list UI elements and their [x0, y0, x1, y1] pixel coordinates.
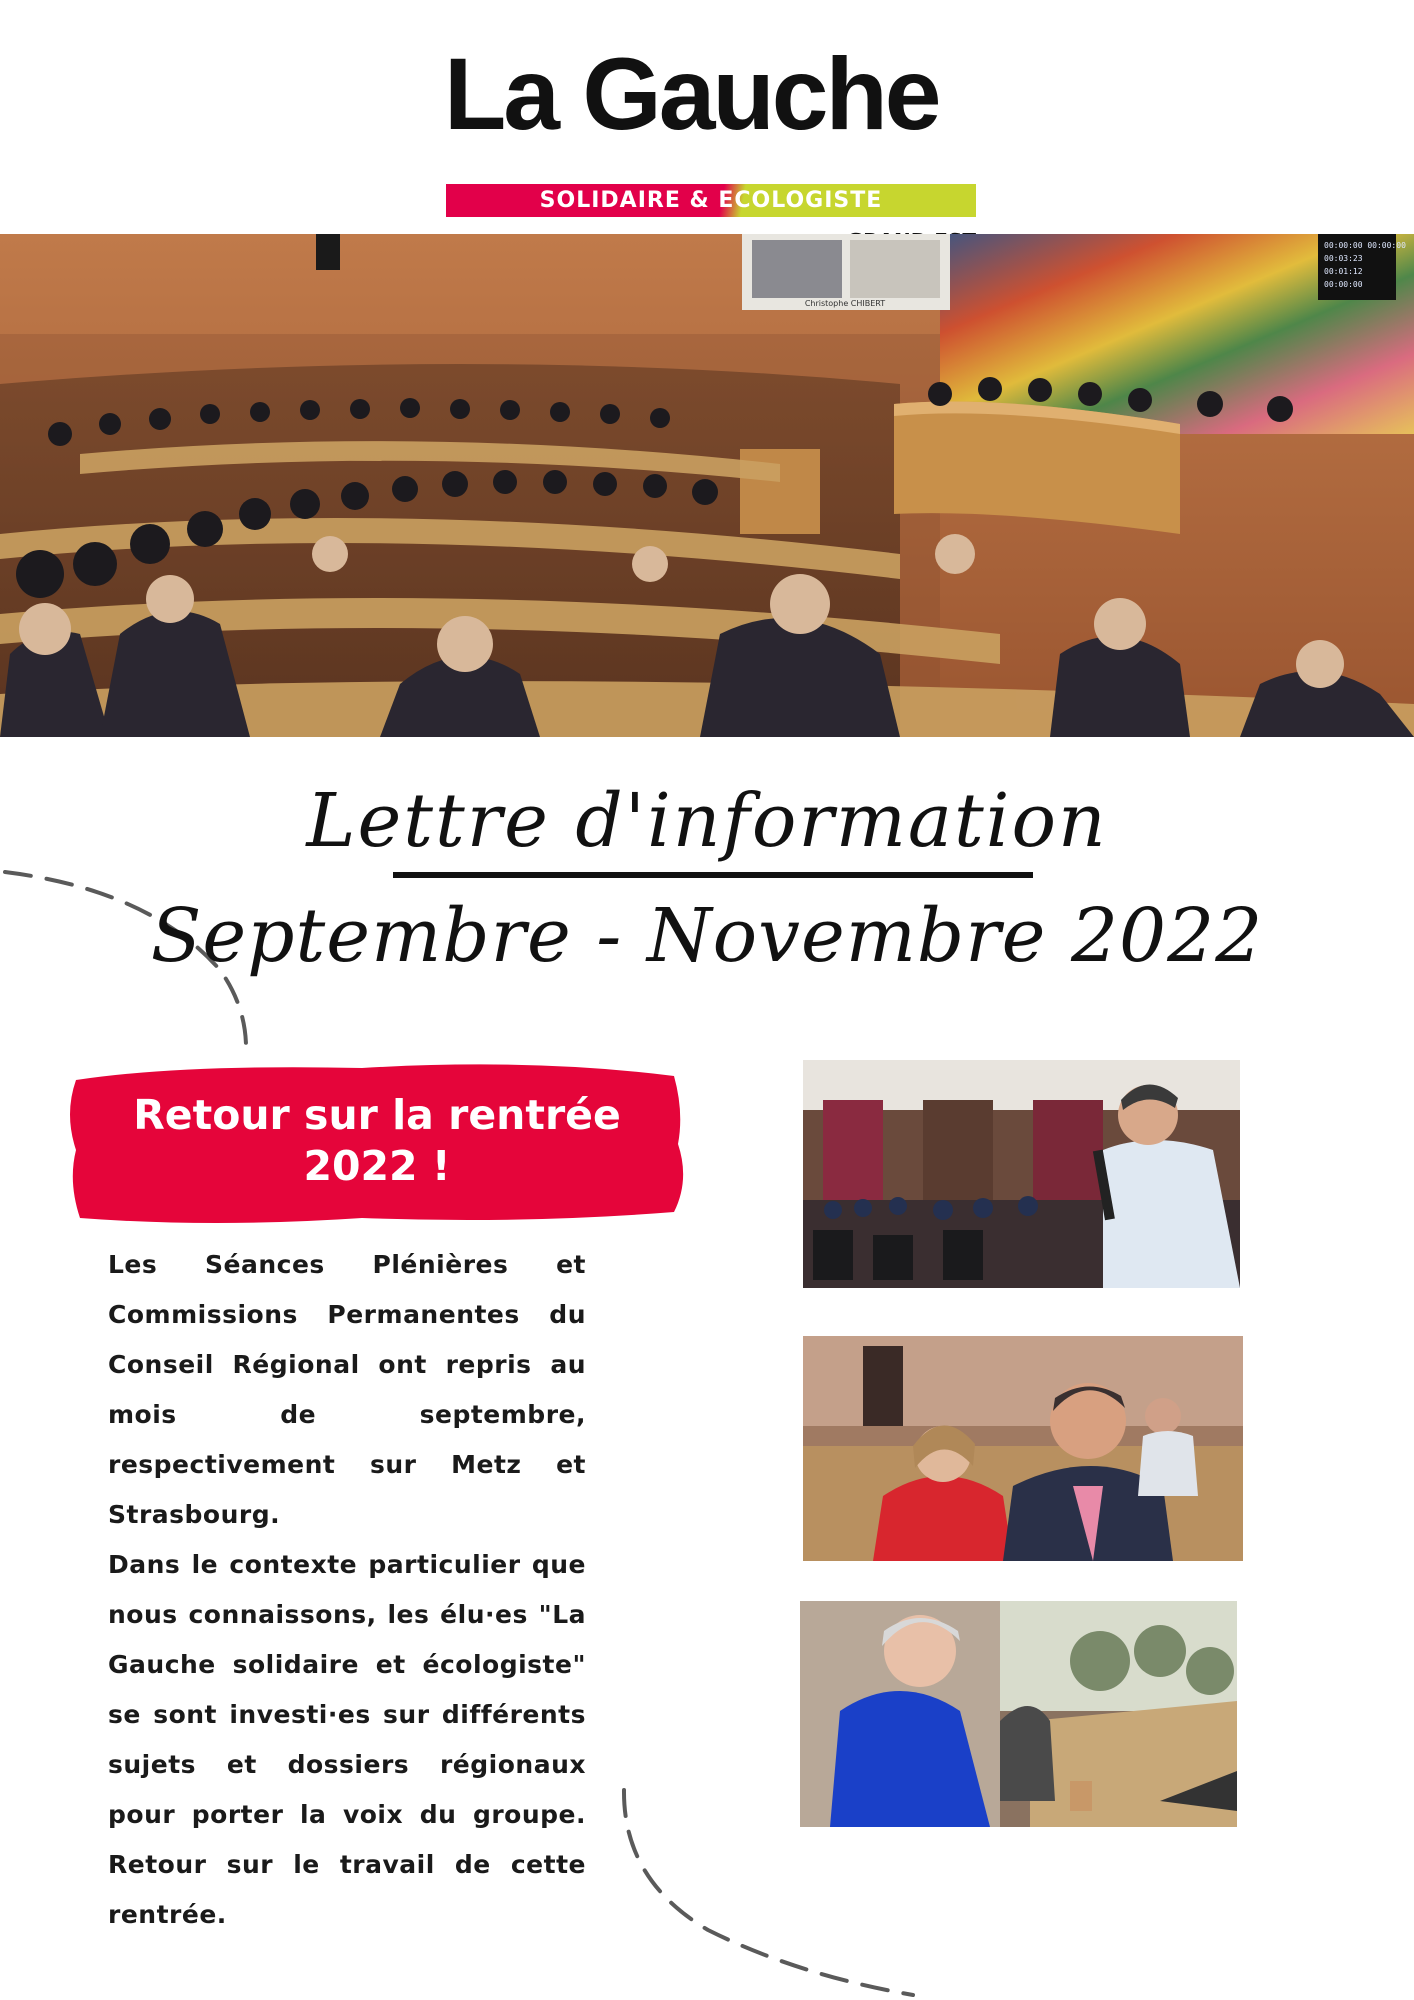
hero-clock-line-3: 00:01:12 [1324, 267, 1363, 276]
newsletter-title: Lettre d'information [306, 778, 1108, 864]
section-title [62, 1090, 692, 1192]
screen-caption: Christophe CHIBERT [804, 299, 886, 308]
logo [444, 37, 976, 214]
hero-clock-line-4: 00:00:00 [1324, 280, 1363, 289]
hero-photo-illustration [0, 234, 1414, 737]
logo-subtitle: SOLIDAIRE & ECOLOGISTE [539, 188, 883, 213]
hero-photo [0, 234, 1414, 737]
section-title-line-1: Retour sur la rentrée [133, 1091, 621, 1139]
hero-clock-line-1: 00:00:00 00:00:00 [1324, 241, 1406, 250]
title-underline [393, 872, 1033, 878]
hero-clock-line-2: 00:03:23 [1324, 254, 1363, 263]
section-title-line-2: 2022 ! [303, 1142, 451, 1190]
section-banner [62, 1052, 692, 1230]
logo-band [446, 184, 976, 217]
logo-title: La Gauche [444, 37, 939, 151]
photo-commission-microphone [803, 1060, 1240, 1288]
article-paragraph-2: Dans le contexte particulier que nous connaissons, les élu·es "La Gauche solidaire et écologiste" se sont investi·es sur différents sujets et dossiers régionaux pour porter la voix du groupe. Retour sur le travail de cette rentrée. [108, 1550, 586, 1929]
photo-elected-officials-smiling [803, 1336, 1243, 1561]
article-paragraph-1: Les Séances Plénières et Commissions Permanentes du Conseil Régional ont repris au mois de septembre, respectivement sur Metz et Strasbourg. [108, 1250, 586, 1529]
article-body [108, 1240, 586, 1940]
photo-elected-official-working [800, 1601, 1237, 1827]
newsletter-period: Septembre - Novembre 2022 [150, 893, 1264, 979]
